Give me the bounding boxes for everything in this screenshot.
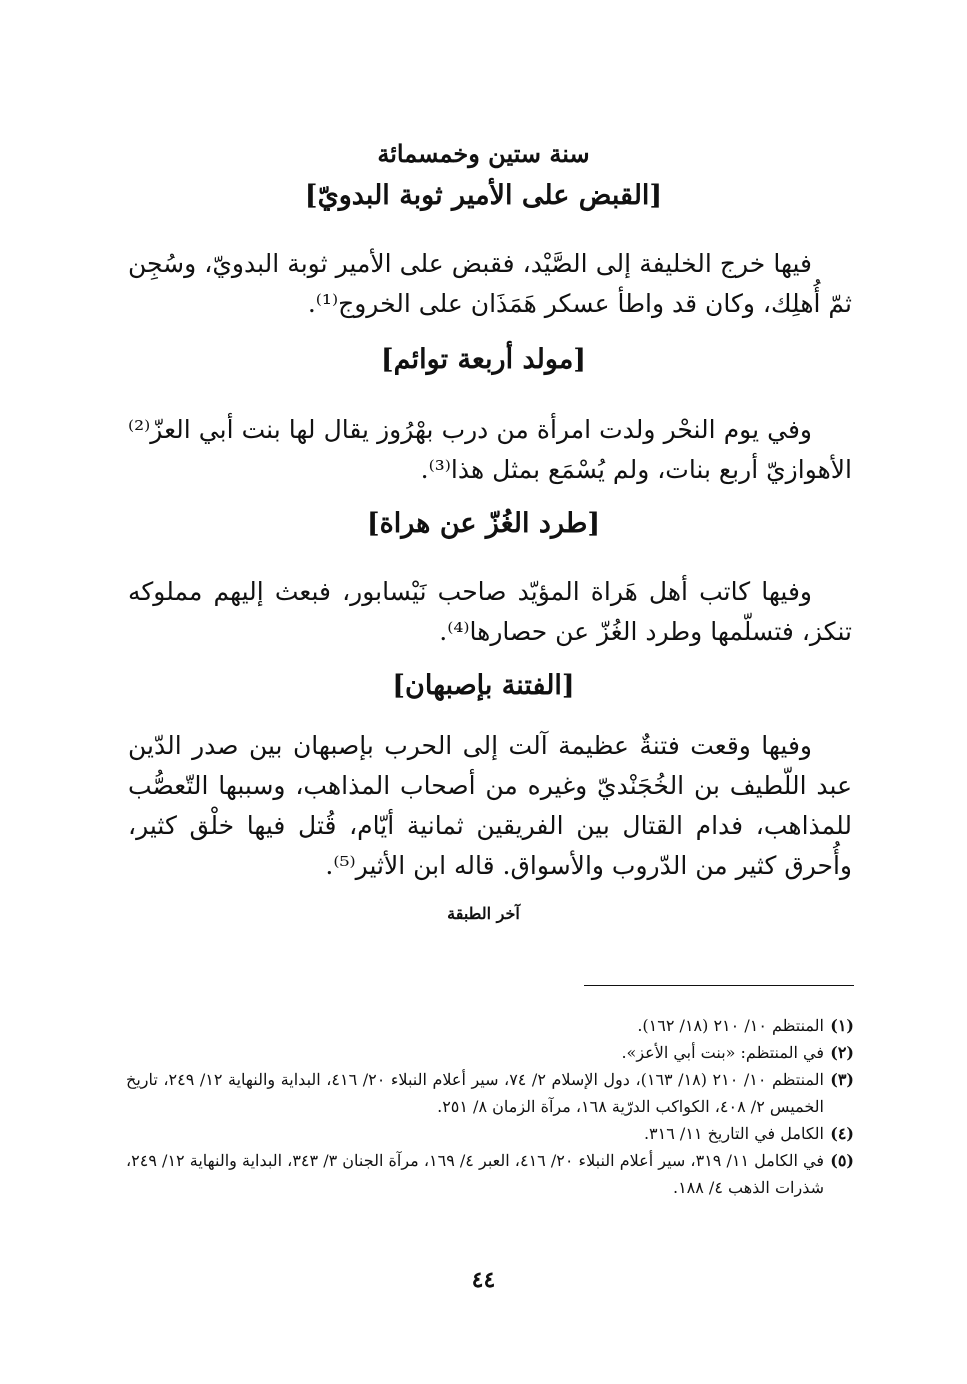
- paragraph: فيها خرج الخليفة إلى الصَّيْد، فقبض على الأمير ثوبة البدويّ، وسُجِن ثمّ أُهلِك، وكان قد واطأ عسكر هَمَذَان على الخروج⁽¹⁾.: [128, 249, 852, 318]
- footnote-text: المنتظم ١٠/ ٢١٠ (١٨/ ١٦٢).: [637, 1016, 824, 1035]
- footnote-text: المنتظم ١٠/ ٢١٠ (١٨/ ١٦٣)، دول الإسلام ٢/ ٧٤، سير أعلام النبلاء ٢٠/ ٤١٦، البداية والنهاية ١٢/ ٢٤٩، تاريخ الخميس ٢/ ٤٠٨، الكواكب الدرّية ١٦٨، مرآة الزمان ٨/ ٢٥١.: [126, 1070, 824, 1116]
- section-body-arrest: [128, 244, 852, 324]
- section-heading-quadruplets: [مولد أربعة توائم]: [380, 344, 587, 375]
- year-title: سنة ستين وخمسمائة: [377, 139, 590, 168]
- footnote-number: (٢): [830, 1043, 854, 1062]
- footnote-number: (٣): [830, 1070, 854, 1089]
- footnote-number: (٥): [830, 1151, 854, 1170]
- section-heading-ghuzz: [طرد الغُزّ عن هراة]: [366, 508, 601, 539]
- footnotes: [126, 1012, 854, 1201]
- footnote-divider: [584, 985, 854, 986]
- paragraph: وفيها كاتب أهل هَراة المؤيّد صاحب نَيْسابور، فبعث إليهم مملوكه تنكز، فتسلّمها وطرد الغُزّ عن حصارها⁽⁴⁾.: [128, 577, 852, 646]
- footnote-item: [126, 1039, 854, 1066]
- footnote-text: في الكامل ١١/ ٣١٩، سير أعلام النبلاء ٢٠/ ٤١٦، العبر ٤/ ١٦٩، مرآة الجنان ٣/ ٣٤٣، البداية والنهاية ١٢/ ٢٤٩، شذرات الذهب ٤/ ١٨٨.: [126, 1151, 824, 1197]
- section-heading-arrest: [القبض على الأمير ثوبة البدويّ]: [304, 180, 663, 211]
- footnote-text: في المنتظم: «بنت أبي الأعز».: [621, 1043, 824, 1062]
- end-of-chapter-note: آخر الطبقة: [447, 904, 520, 923]
- footnote-item: [126, 1120, 854, 1147]
- paragraph: وفيها وقعت فتنةٌ عظيمة آلت إلى الحرب بإصبهان بين صدر الدّين عبد اللّطيف بن الخُجَنْديّ وغيره من أصحاب المذاهب، وسببها التّعصُّب للمذاهب، فدام القتال بين الفريقين ثمانية أيّام، قُتل فيها خلْق كثير، وأُحرق كثير من الدّروب والأسواق. قاله ابن الأثير⁽⁵⁾.: [128, 731, 852, 880]
- paragraph: وفي يوم النحْر ولدت امرأة من درب بهْرُوز يقال لها بنت أبي العزّ⁽²⁾ الأهوازيّ أربع بنات، ولم يُسْمَع بمثل هذا⁽³⁾.: [128, 415, 852, 484]
- footnote-text: الكامل في التاريخ ١١/ ٣١٦.: [643, 1124, 824, 1143]
- footnote-number: (٤): [830, 1124, 854, 1143]
- footnote-item: [126, 1147, 854, 1201]
- footnote-number: (١): [830, 1016, 854, 1035]
- page-number: ٤٤: [471, 1267, 496, 1293]
- section-body-ghuzz: [128, 572, 852, 652]
- section-body-quadruplets: [128, 410, 852, 490]
- footnote-item: [126, 1066, 854, 1120]
- section-heading-isfahan: [الفتنة بإصبهان]: [392, 670, 575, 701]
- section-body-isfahan: [128, 726, 852, 886]
- footnote-item: [126, 1012, 854, 1039]
